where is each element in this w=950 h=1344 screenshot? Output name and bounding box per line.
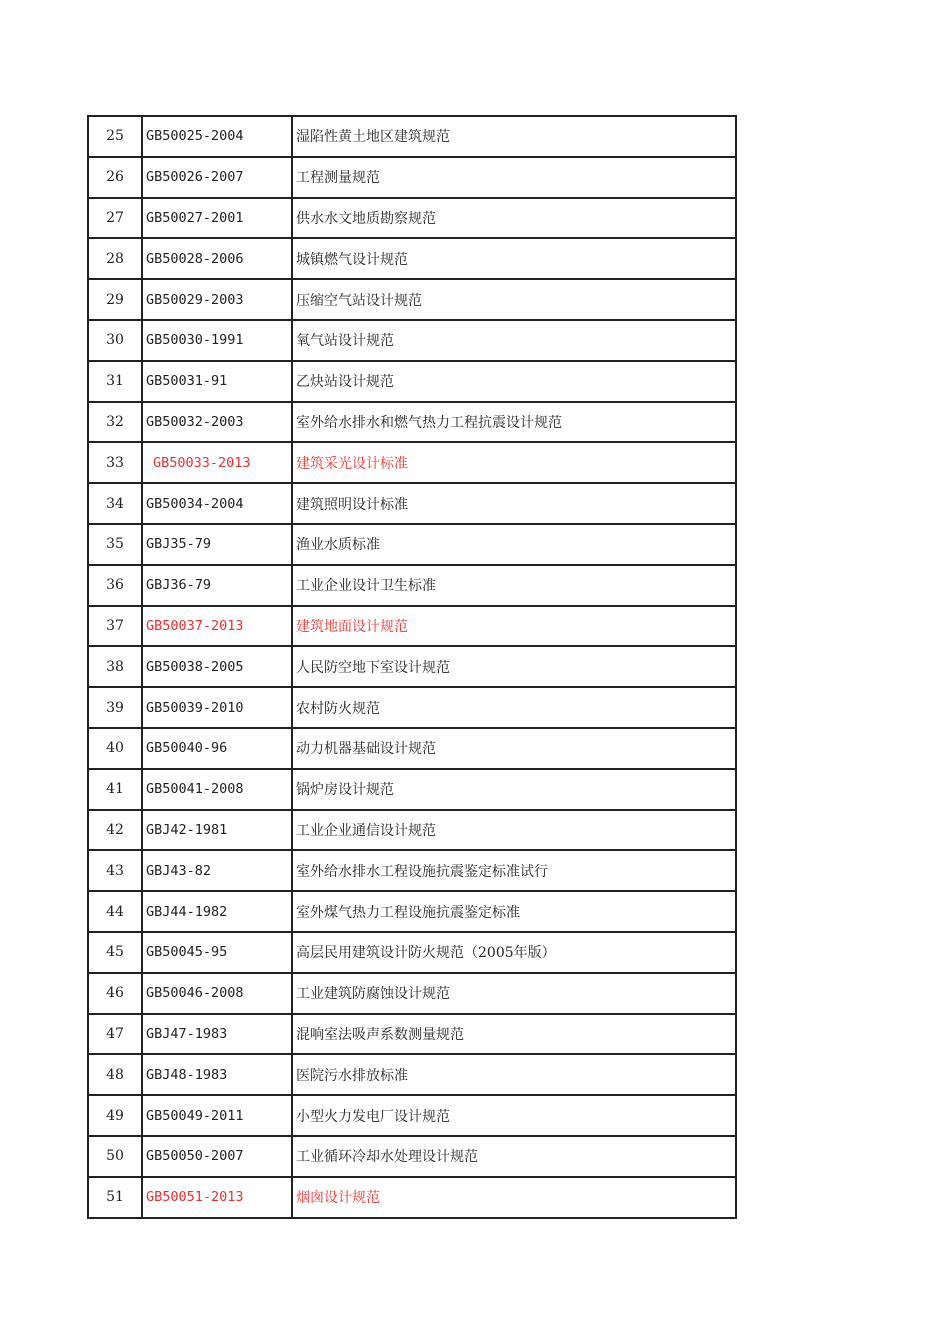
- standard-name-cell: 混响室法吸声系数测量规范: [292, 1014, 736, 1055]
- standard-name-cell: 工业企业通信设计规范: [292, 810, 736, 851]
- row-number-cell: 42: [88, 810, 142, 851]
- standard-name-cell: 室外给水排水工程设施抗震鉴定标准试行: [292, 850, 736, 891]
- table-row: [88, 1014, 736, 1055]
- standard-name-cell: 动力机器基础设计规范: [292, 728, 736, 769]
- standard-code-cell: GBJ47-1983: [142, 1014, 292, 1055]
- table-row: [88, 238, 736, 279]
- row-number-cell: 34: [88, 483, 142, 524]
- table-row: [88, 932, 736, 973]
- standard-code-cell: GB50046-2008: [142, 973, 292, 1014]
- table-row: [88, 524, 736, 565]
- row-number-cell: 27: [88, 198, 142, 239]
- standard-name-cell: 湿陷性黄土地区建筑规范: [292, 116, 736, 157]
- standard-name-cell: 医院污水排放标准: [292, 1054, 736, 1095]
- standard-code-cell: GB50032-2003: [142, 402, 292, 443]
- standard-code-cell: GB50039-2010: [142, 687, 292, 728]
- standard-name-cell: 压缩空气站设计规范: [292, 279, 736, 320]
- standard-name-cell: 人民防空地下室设计规范: [292, 646, 736, 687]
- standard-code-cell: GB50038-2005: [142, 646, 292, 687]
- row-number-cell: 25: [88, 116, 142, 157]
- standard-code-cell: GB50041-2008: [142, 769, 292, 810]
- table-row: [88, 850, 736, 891]
- standard-code-cell: GBJ36-79: [142, 565, 292, 606]
- row-number-cell: 35: [88, 524, 142, 565]
- standard-name-cell: 工业企业设计卫生标准: [292, 565, 736, 606]
- table-row: [88, 483, 736, 524]
- standard-code-cell: GB50025-2004: [142, 116, 292, 157]
- row-number-cell: 49: [88, 1095, 142, 1136]
- standard-name-cell: 乙炔站设计规范: [292, 361, 736, 402]
- standard-name-cell: 烟囱设计规范: [292, 1177, 736, 1218]
- table-row: [88, 279, 736, 320]
- standard-name-cell: 室外煤气热力工程设施抗震鉴定标准: [292, 891, 736, 932]
- standard-code-cell: GB50033-2013: [142, 442, 292, 483]
- row-number-cell: 33: [88, 442, 142, 483]
- standard-code-cell: GB50031-91: [142, 361, 292, 402]
- table-row: [88, 442, 736, 483]
- standards-table-body: [88, 116, 736, 1218]
- standard-name-cell: 氧气站设计规范: [292, 320, 736, 361]
- row-number-cell: 47: [88, 1014, 142, 1055]
- row-number-cell: 36: [88, 565, 142, 606]
- standard-code-cell: GBJ48-1983: [142, 1054, 292, 1095]
- table-row: [88, 320, 736, 361]
- table-row: [88, 728, 736, 769]
- standard-name-cell: 高层民用建筑设计防火规范（2005年版）: [292, 932, 736, 973]
- row-number-cell: 30: [88, 320, 142, 361]
- standard-code-cell: GBJ43-82: [142, 850, 292, 891]
- table-row: [88, 1136, 736, 1177]
- table-row: [88, 973, 736, 1014]
- row-number-cell: 28: [88, 238, 142, 279]
- standard-code-cell: GB50034-2004: [142, 483, 292, 524]
- standard-name-cell: 建筑照明设计标准: [292, 483, 736, 524]
- row-number-cell: 26: [88, 157, 142, 198]
- row-number-cell: 32: [88, 402, 142, 443]
- standard-name-cell: 工业循环冷却水处理设计规范: [292, 1136, 736, 1177]
- standard-name-cell: 工业建筑防腐蚀设计规范: [292, 973, 736, 1014]
- row-number-cell: 46: [88, 973, 142, 1014]
- table-row: [88, 116, 736, 157]
- row-number-cell: 43: [88, 850, 142, 891]
- standard-code-cell: GBJ35-79: [142, 524, 292, 565]
- standard-name-cell: 工程测量规范: [292, 157, 736, 198]
- standard-code-cell: GB50027-2001: [142, 198, 292, 239]
- table-row: [88, 646, 736, 687]
- table-row: [88, 565, 736, 606]
- table-row: [88, 198, 736, 239]
- standard-name-cell: 室外给水排水和燃气热力工程抗震设计规范: [292, 402, 736, 443]
- row-number-cell: 50: [88, 1136, 142, 1177]
- table-row: [88, 361, 736, 402]
- table-row: [88, 1177, 736, 1218]
- row-number-cell: 31: [88, 361, 142, 402]
- table-row: [88, 769, 736, 810]
- standard-name-cell: 建筑采光设计标准: [292, 442, 736, 483]
- row-number-cell: 41: [88, 769, 142, 810]
- row-number-cell: 40: [88, 728, 142, 769]
- row-number-cell: 38: [88, 646, 142, 687]
- table-row: [88, 157, 736, 198]
- standard-code-cell: GB50030-1991: [142, 320, 292, 361]
- table-row: [88, 606, 736, 647]
- standard-code-cell: GB50028-2006: [142, 238, 292, 279]
- table-row: [88, 402, 736, 443]
- table-row: [88, 810, 736, 851]
- standard-code-cell: GB50050-2007: [142, 1136, 292, 1177]
- standards-table: [87, 115, 737, 1219]
- row-number-cell: 37: [88, 606, 142, 647]
- row-number-cell: 48: [88, 1054, 142, 1095]
- standard-code-cell: GB50045-95: [142, 932, 292, 973]
- standard-name-cell: 小型火力发电厂设计规范: [292, 1095, 736, 1136]
- table-row: [88, 1054, 736, 1095]
- standard-code-cell: GB50026-2007: [142, 157, 292, 198]
- standard-name-cell: 渔业水质标准: [292, 524, 736, 565]
- row-number-cell: 45: [88, 932, 142, 973]
- standard-name-cell: 建筑地面设计规范: [292, 606, 736, 647]
- row-number-cell: 51: [88, 1177, 142, 1218]
- standard-name-cell: 锅炉房设计规范: [292, 769, 736, 810]
- standard-name-cell: 城镇燃气设计规范: [292, 238, 736, 279]
- standard-name-cell: 农村防火规范: [292, 687, 736, 728]
- standard-code-cell: GB50029-2003: [142, 279, 292, 320]
- standard-name-cell: 供水水文地质勘察规范: [292, 198, 736, 239]
- standard-code-cell: GBJ44-1982: [142, 891, 292, 932]
- row-number-cell: 29: [88, 279, 142, 320]
- standard-code-cell: GB50040-96: [142, 728, 292, 769]
- standard-code-cell: GB50051-2013: [142, 1177, 292, 1218]
- standard-code-cell: GBJ42-1981: [142, 810, 292, 851]
- standard-code-cell: GB50037-2013: [142, 606, 292, 647]
- table-row: [88, 1095, 736, 1136]
- table-row: [88, 687, 736, 728]
- standard-code-cell: GB50049-2011: [142, 1095, 292, 1136]
- row-number-cell: 44: [88, 891, 142, 932]
- table-row: [88, 891, 736, 932]
- row-number-cell: 39: [88, 687, 142, 728]
